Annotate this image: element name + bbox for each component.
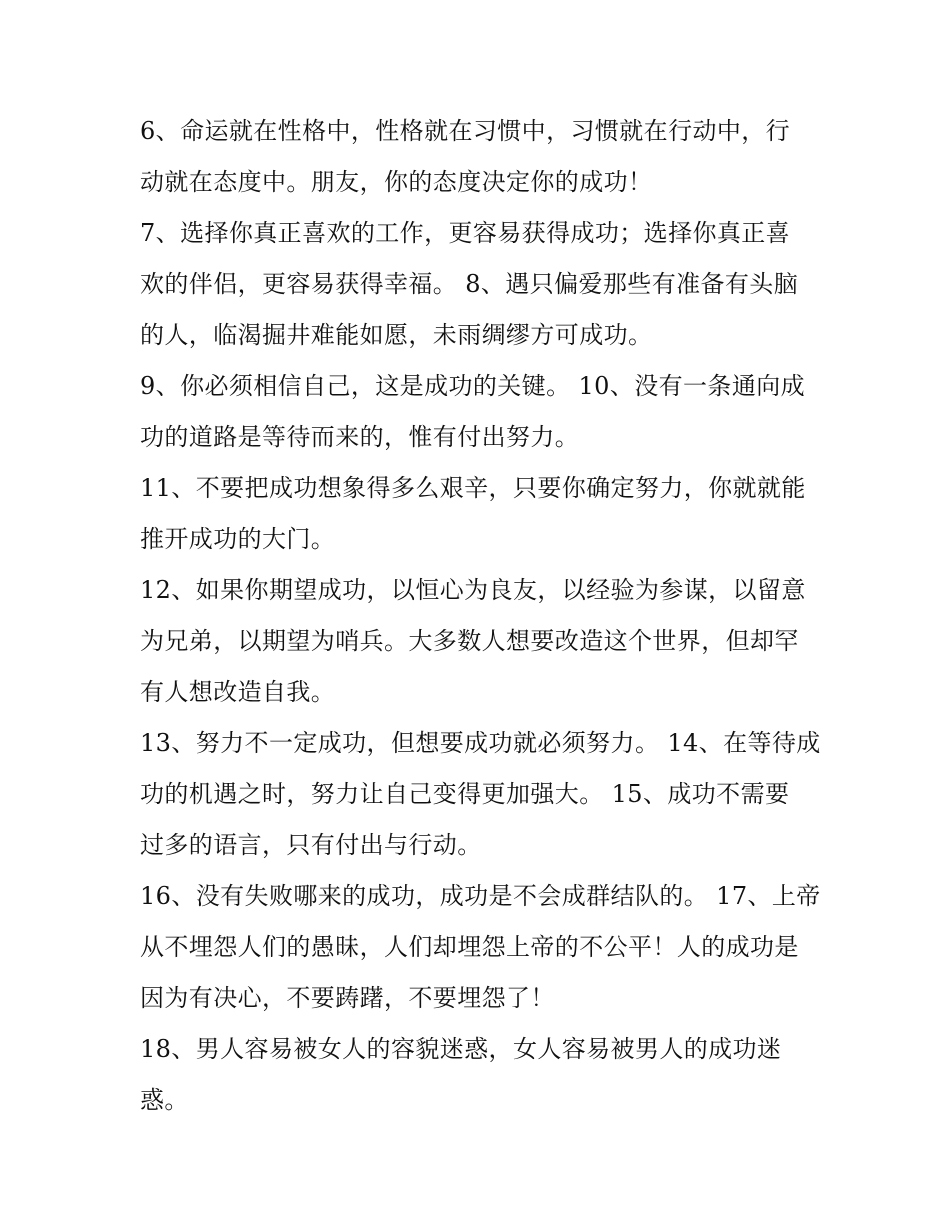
paragraph-quote-7-8 (140, 208, 812, 361)
text-line: 推开成功的大门。 (140, 525, 336, 553)
text-line: 9、你必须相信自己，这是成功的关键。 10、没有一条通向成 (140, 372, 806, 400)
text-line: 从不埋怨人们的愚昧，人们却埋怨上帝的不公平！人的成功是 (140, 933, 799, 961)
text-line: 13、努力不一定成功，但想要成功就必须努力。 14、在等待成 (140, 729, 821, 757)
document-body (140, 106, 821, 1126)
text-line: 惑。 (140, 1086, 189, 1114)
text-line: 功的机遇之时，努力让自己变得更加强大。 15、成功不需要 (140, 780, 790, 808)
paragraph-quote-6 (140, 106, 812, 208)
text-line: 12、如果你期望成功，以恒心为良友，以经验为参谋，以留意 (140, 576, 806, 604)
text-line: 欢的伴侣，更容易获得幸福。 8、遇只偏爱那些有准备有头脑 (140, 270, 799, 298)
text-line: 动就在态度中。朋友，你的态度决定你的成功！ (140, 168, 653, 196)
text-line: 的人，临渴掘井难能如愿，未雨绸缪方可成功。 (140, 321, 653, 349)
text-line: 11、不要把成功想象得多么艰辛，只要你确定努力，你就就能 (140, 474, 806, 502)
text-line: 6、命运就在性格中，性格就在习惯中，习惯就在行动中，行 (140, 117, 791, 145)
paragraph-quote-18 (140, 1024, 812, 1126)
paragraph-quote-12 (140, 565, 812, 718)
text-line: 因为有决心，不要踌躇，不要埋怨了！ (140, 984, 555, 1012)
text-line: 为兄弟，以期望为哨兵。大多数人想要改造这个世界，但却罕 (140, 627, 799, 655)
text-line: 过多的语言，只有付出与行动。 (140, 831, 482, 859)
paragraph-quote-9-10 (140, 361, 812, 463)
text-line: 功的道路是等待而来的，惟有付出努力。 (140, 423, 580, 451)
text-line: 18、男人容易被女人的容貌迷惑，女人容易被男人的成功迷 (140, 1035, 782, 1063)
text-line: 有人想改造自我。 (140, 678, 336, 706)
paragraph-quote-11 (140, 463, 812, 565)
paragraph-quote-13-15 (140, 718, 821, 871)
paragraph-quote-16-17 (140, 871, 821, 1024)
text-line: 7、选择你真正喜欢的工作，更容易获得成功；选择你真正喜 (140, 219, 791, 247)
text-line: 16、没有失败哪来的成功，成功是不会成群结队的。 17、上帝 (140, 882, 821, 910)
